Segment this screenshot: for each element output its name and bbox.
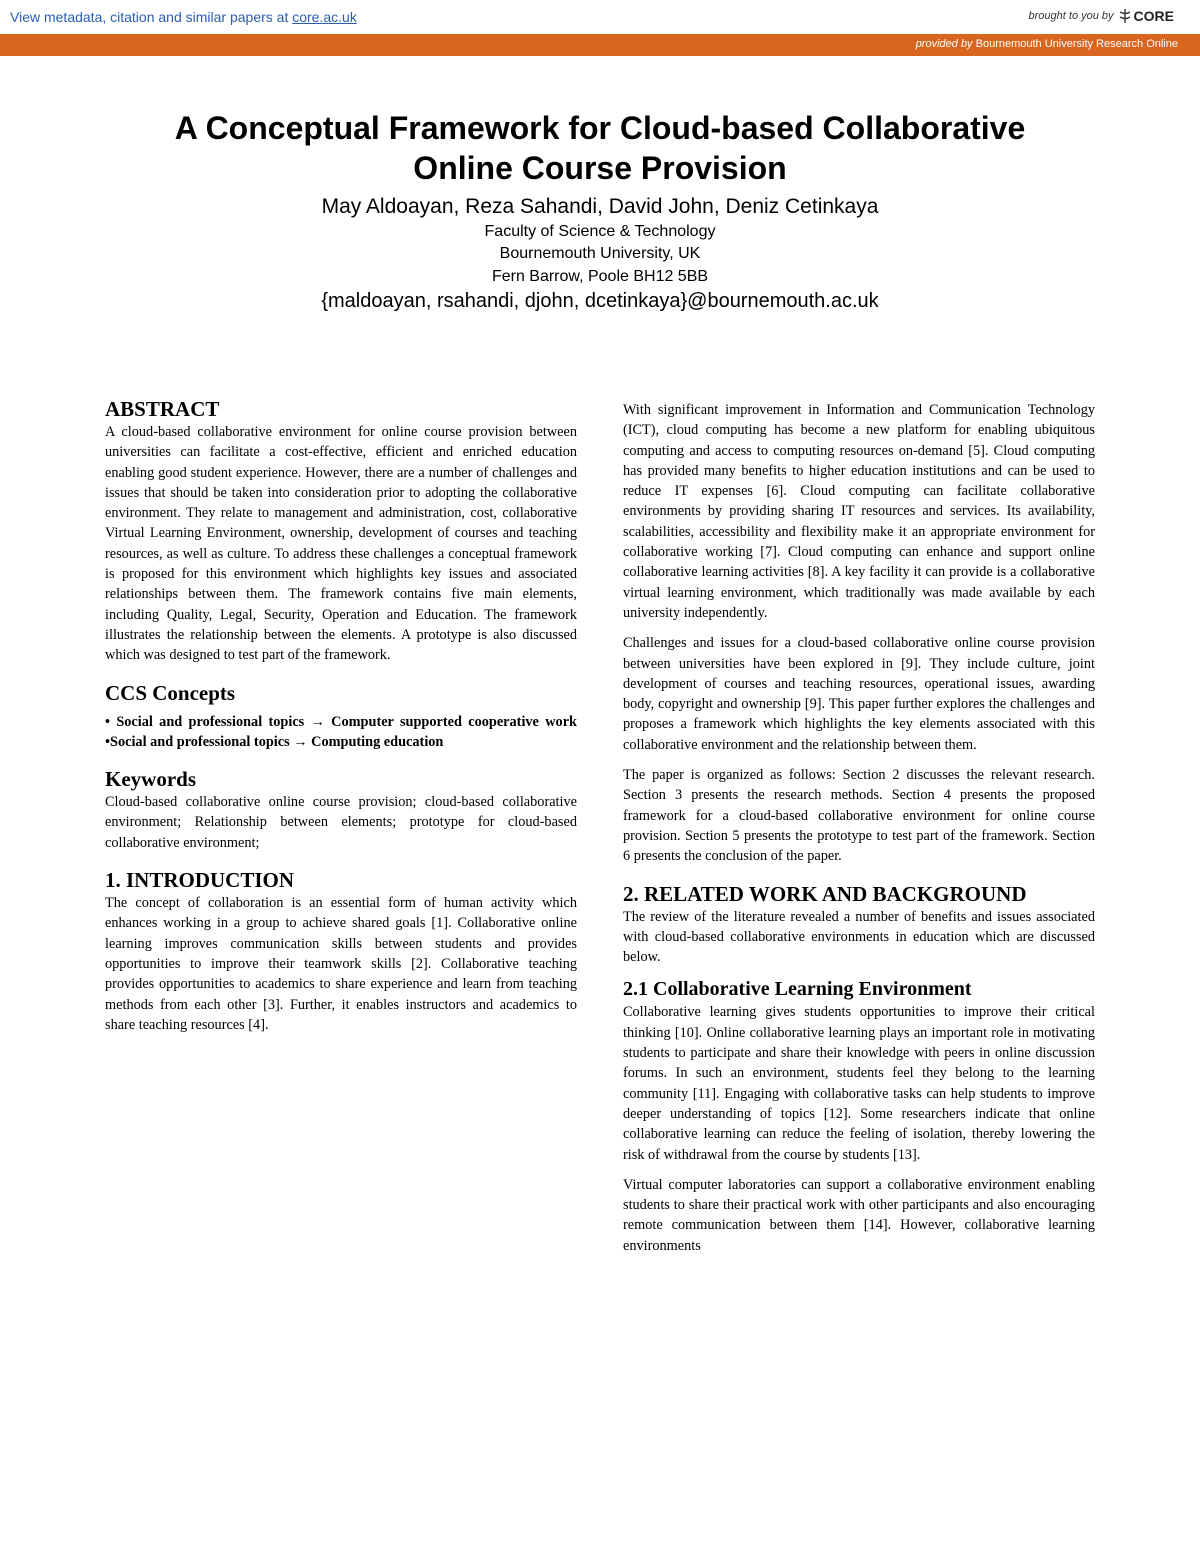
- core-metadata-text: View metadata, citation and similar papers at: [10, 9, 293, 25]
- core-top-strip: [0, 0, 1200, 34]
- core-metadata-link[interactable]: [10, 9, 357, 25]
- left-column: [105, 396, 577, 1035]
- collaborative-learning-heading: 2.1 Collaborative Learning Environment: [623, 978, 972, 1001]
- abstract-heading: ABSTRACT: [105, 397, 220, 421]
- keywords-heading: Keywords: [105, 767, 196, 792]
- intro-paragraph-ict: With significant improvement in Information and Communication Technology (ICT), cloud computing has become a new platform for enabling ubiquitous computing and access to computing resources on-demand [5]. Cloud computing has provided many benefits to higher education institutions and can be used to reduce IT expenses [6]. Cloud computing can facilitate collaborative environments by providing sharing IT resources and services. Its availability, scalabilities, accessibility and flexibility make it an appropriate environment for collaborative working [7]. Cloud computing can enhance and support online collaborative learning activities [8]. A key facility it can provide is a collaborative virtual learning environment, which traditionally was made available by each university independently.: [623, 402, 1095, 621]
- core-provided-by[interactable]: [916, 38, 1178, 50]
- related-work-text: The review of the literature revealed a number of benefits and issues associated with cloud-based collaborative environments in education which are discussed below.: [623, 908, 1095, 966]
- keywords-text: Cloud-based collaborative online course provision; cloud-based collaborative environment; Relationship between elements; prototype for cloud-based collaborative environment;: [105, 794, 577, 851]
- ccs-concepts-heading: CCS Concepts: [105, 680, 236, 705]
- paper-authors: May Aldoayan, Reza Sahandi, David John, Deniz Cetinkaya: [321, 195, 879, 218]
- affiliation-address: Fern Barrow, Poole BH12 5BB: [491, 268, 709, 285]
- core-logo[interactable]: [1118, 8, 1174, 24]
- affiliation-university: Bournemouth University, UK: [499, 245, 701, 262]
- core-logo-icon: [1118, 8, 1132, 24]
- provided-prefix: provided by: [915, 38, 973, 50]
- introduction-heading: 1. INTRODUCTION: [105, 868, 295, 893]
- core-brought-to-you[interactable]: [1029, 8, 1174, 24]
- paper-title-line-1: A Conceptual Framework for Cloud-based Collaborative: [174, 110, 1026, 146]
- paper-title-line-2: Online Course Provision: [413, 150, 787, 186]
- core-provided-bar: [0, 34, 1200, 56]
- brought-to-you-text: brought to you by: [1028, 10, 1114, 22]
- affiliation-faculty: Faculty of Science & Technology: [484, 223, 716, 240]
- author-emails: {maldoayan, rsahandi, djohn, dcetinkaya}@bournemouth.ac.uk: [321, 290, 879, 312]
- right-column: [623, 400, 1095, 1256]
- ccs-concepts-text: • Social and professional topics → Computer supported cooperative work •Social and professional topics → Computing education: [105, 713, 577, 750]
- core-logo-text: CORE: [1133, 8, 1174, 24]
- introduction-text: The concept of collaboration is an essential form of human activity which enhances working in a group to achieve shared goals [1]. Collaborative online learning improves communication skills between students and provides opportunities to improve their teamwork skills [2]. Collaborative teaching provides opportunities to academics to share experience and learn from teaching methods from each other [3]. Further, it enables instructors and academics to share teaching resources [4].: [105, 895, 577, 1033]
- related-work-heading: 2. RELATED WORK AND BACKGROUND: [623, 881, 1027, 906]
- paper-title: [100, 108, 1100, 188]
- collaborative-learning-paragraph-1: Collaborative learning gives students opportunities to improve their critical thinking [10]. Online collaborative learning plays an important role in motivating students to participate and share their knowledge with peers in online discussion forums. In such an environment, students feel they belong to the learning community [11]. Engaging with collaborative tasks can help students to improve deeper understanding of topics [12]. Some researchers indicate that online collaborative learning can reduce the feeling of isolation, thereby lowering the risk of withdrawal from the course by students [13].: [623, 1004, 1095, 1163]
- intro-paragraph-challenges: Challenges and issues for a cloud-based collaborative online course provision between universities have been explored in [9]. They include culture, joint development of courses and teaching resources, operational issues, awarding body, copyright and ownership [9]. This paper further explores the challenges and proposes a framework which highlights the key elements associated with this collaborative environment and the relationship between them.: [623, 635, 1095, 753]
- abstract-text: A cloud-based collaborative environment for online course provision between universities can facilitate a cost-effective, efficient and enriched education enabling good student experience. However, there are a number of challenges and issues that should be taken into consideration prior to adopting the collaborative environment. They relate to management and administration, cost, collaborative Virtual Learning Environment, ownership, development of courses and teaching resources, as well as culture. To address these challenges a conceptual framework is proposed for this environment which highlights key issues and associated relationships between them. The framework contains five main elements, including Quality, Legal, Security, Operation and Education. The framework illustrates the relationship between the elements. A prototype is also discussed which was designed to test part of the framework.: [105, 424, 577, 664]
- collaborative-learning-paragraph-2: Virtual computer laboratories can support a collaborative environment enabling students to share their practical work with other participants and also encouraging remote communication between them [14]. However, collaborative learning environments: [623, 1176, 1095, 1254]
- intro-paragraph-organization: The paper is organized as follows: Section 2 discusses the relevant research. Section 3 presents the research methods. Section 4 presents the proposed framework for a cloud-based collaborative environment for online course provision. Section 5 presents the prototype to test part of the framework. Section 6 presents the conclusion of the paper.: [623, 767, 1095, 865]
- provided-source: Bournemouth University Research Online: [972, 38, 1178, 50]
- core-ac-uk-link[interactable]: core.ac.uk: [292, 9, 357, 25]
